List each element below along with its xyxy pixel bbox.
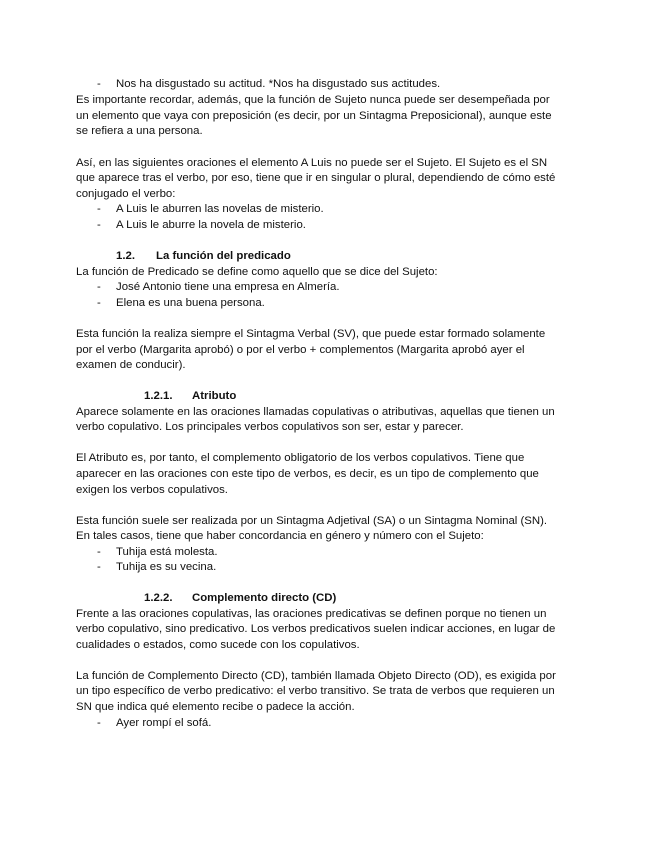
paragraph-line: se refiera a una persona.: [76, 125, 203, 137]
section-number: 1.2.: [116, 250, 135, 262]
paragraph-line: SN que indica qué elemento recibe o padece la acción.: [76, 701, 355, 713]
paragraph-line: Así, en las siguientes oraciones el elemento A Luis no puede ser el Sujeto. El Sujeto es el SN: [76, 157, 548, 169]
paragraph-line: Aparece solamente en las oraciones llamadas copulativas o atributivas, aquellas que tienen un: [76, 406, 555, 418]
paragraph-line: Esta función la realiza siempre el Sintagma Verbal (SV), que puede estar formado solamente: [76, 328, 546, 340]
paragraph-line: conjugado el verbo:: [76, 188, 176, 200]
section-title: La función del predicado: [156, 250, 291, 262]
list-item-text: Ayer rompí el sofá.: [116, 717, 212, 729]
paragraph-line: Es importante recordar, además, que la función de Sujeto nunca puede ser desempeñada por: [76, 94, 550, 106]
section-title: Complemento directo (CD): [192, 592, 337, 604]
paragraph-line: examen de conducir).: [76, 359, 186, 371]
bullet-dash: -: [97, 561, 101, 573]
paragraph-line: aparecer en las oraciones con este tipo de verbos, es decir, es un tipo de complemento que: [76, 468, 539, 480]
list-item-text: Nos ha disgustado su actitud. *Nos ha disgustado sus actitudes.: [116, 78, 441, 90]
bullet-dash: -: [97, 546, 101, 558]
paragraph-line: cualidades o estados, como sucede con los copulativos.: [76, 639, 360, 651]
bullet-dash: -: [97, 203, 101, 215]
section-number: 1.2.2.: [144, 592, 173, 604]
paragraph-line: Esta función suele ser realizada por un Sintagma Adjetival (SA) o un Sintagma Nominal (SN).: [76, 515, 548, 527]
bullet-dash: -: [97, 219, 101, 231]
paragraph-line: verbo copulativo. Los principales verbos copulativos son ser, estar y parecer.: [76, 421, 464, 433]
list-item-text: A Luis le aburren las novelas de misterio.: [116, 203, 324, 215]
section-title: Atributo: [192, 390, 237, 402]
paragraph-line: exigen los verbos copulativos.: [76, 484, 228, 496]
list-item-text: Tuhija es su vecina.: [116, 561, 217, 573]
paragraph-line: que aparece tras el verbo, por eso, tiene que ir en singular o plural, dependiendo de cómo esté: [76, 172, 556, 184]
paragraph-line: En tales casos, tiene que haber concordancia en género y número con el Sujeto:: [76, 530, 484, 542]
paragraph-line: por el verbo (Margarita aprobó) o por el verbo + complementos (Margarita aprobó ayer el: [76, 344, 525, 356]
list-item-text: José Antonio tiene una empresa en Almería.: [116, 281, 340, 293]
bullet-dash: -: [97, 281, 101, 293]
paragraph-line: El Atributo es, por tanto, el complemento obligatorio de los verbos copulativos. Tiene que: [76, 452, 525, 464]
list-item-text: A Luis le aburre la novela de misterio.: [116, 219, 306, 231]
paragraph-line: un tipo específico de verbo predicativo: el verbo transitivo. Se trata de verbos que requieren un: [76, 685, 555, 697]
paragraph-line: La función de Complemento Directo (CD), también llamada Objeto Directo (OD), es exigida por: [76, 670, 556, 682]
paragraph-line: un elemento que vaya con preposición (es decir, por un Sintagma Preposicional), aunque este: [76, 110, 552, 122]
paragraph-line: verbo copulativo, sino predicativo. Los verbos predicativos suelen indicar acciones, en lugar de: [76, 623, 556, 635]
section-number: 1.2.1.: [144, 390, 173, 402]
bullet-dash: -: [97, 78, 101, 90]
paragraph-line: Frente a las oraciones copulativas, las oraciones predicativas se definen porque no tienen un: [76, 608, 547, 620]
bullet-dash: -: [97, 717, 101, 729]
list-item-text: Elena es una buena persona.: [116, 297, 265, 309]
list-item-text: Tuhija está molesta.: [116, 546, 218, 558]
paragraph-line: La función de Predicado se define como aquello que se dice del Sujeto:: [76, 266, 438, 278]
bullet-dash: -: [97, 297, 101, 309]
